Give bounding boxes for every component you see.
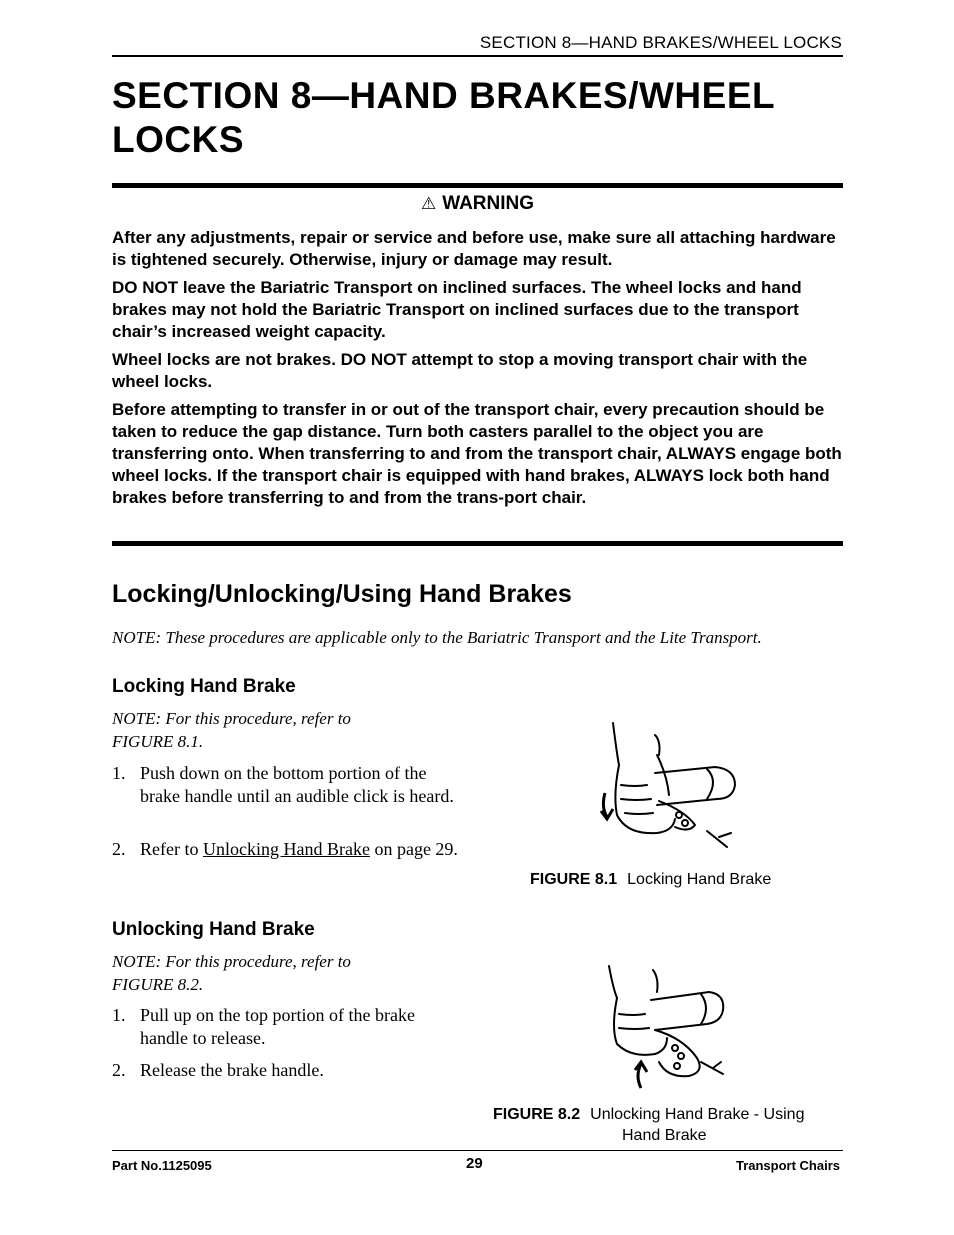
footer-product: Transport Chairs xyxy=(735,1158,840,1173)
warning-heading xyxy=(112,193,843,215)
warning-paragraph: After any adjustments, repair or service and before use, make sure all attaching hardware is tightened securely. Otherwise, injury or damage may result. xyxy=(112,228,836,269)
locking-step-2 xyxy=(112,838,462,888)
warning-paragraph: Before attempting to transfer in or out of the transport chair, every precaution should be taken to reduce the gap distance. Turn both casters parallel to the object you are transferring onto. When transferring to and from the transport chair, ALWAYS engage both wheel locks. If the transport chair is equipped with hand brakes, ALWAYS lock both hand brakes before transferring to and from the trans-port chair. xyxy=(112,400,842,507)
figure-8-2-caption xyxy=(493,1104,804,1125)
locking-heading: Locking Hand Brake xyxy=(112,676,296,697)
page-number: 29 xyxy=(466,1155,483,1172)
warning-paragraph: Wheel locks are not brakes. DO NOT attempt to stop a moving transport chair with the wheel locks. xyxy=(112,350,808,391)
step-number: 2. xyxy=(112,1060,126,1080)
page-title: SECTION 8—HAND BRAKES/WHEEL LOCKS xyxy=(112,75,775,160)
warning-top-rule xyxy=(112,183,843,188)
warning-bottom-rule xyxy=(112,541,843,546)
warning-paragraph: DO NOT leave the Bariatric Transport on inclined surfaces. The wheel locks and hand brakes may not hold the Bariatric Transport on inclined surfaces due to the transport chair’s increased weight capacity. xyxy=(112,278,802,341)
warning-heading-text: WARNING xyxy=(442,193,535,214)
figure-label: FIGURE 8.1 xyxy=(530,871,618,888)
step-text: Refer to Unlocking Hand Brake on page 29. xyxy=(140,839,458,859)
figure-8-1-caption xyxy=(530,869,771,890)
running-head: SECTION 8—HAND BRAKES/WHEEL LOCKS xyxy=(479,33,842,52)
step-text: Release the brake handle. xyxy=(140,1060,324,1080)
locking-note: NOTE: For this procedure, refer to FIGURE 8.1. xyxy=(112,709,351,751)
step-number: 1. xyxy=(112,763,126,783)
unlocking-note: NOTE: For this procedure, refer to FIGURE 8.2. xyxy=(112,952,351,994)
unlocking-step-2 xyxy=(112,1059,462,1084)
figure-8-2-unlocking-hand-brake-illustration xyxy=(597,958,737,1098)
step-text: Pull up on the top portion of the brake handle to release. xyxy=(140,1005,415,1048)
footer-part-number: Part No.1125095 xyxy=(112,1158,212,1173)
locking-step-1 xyxy=(112,762,462,832)
figure-label: FIGURE 8.2 xyxy=(493,1106,581,1123)
step-number: 1. xyxy=(112,1005,126,1025)
figure-caption-text: Locking Hand Brake xyxy=(627,871,772,888)
section-note: NOTE: These procedures are applicable only to the Bariatric Transport and the Lite Transport. xyxy=(112,628,762,647)
header-rule xyxy=(112,55,843,57)
unlocking-step-1 xyxy=(112,1004,462,1054)
section-heading: Locking/Unlocking/Using Hand Brakes xyxy=(112,580,572,608)
footer-rule xyxy=(112,1150,843,1151)
figure-8-2-caption-line-2: Hand Brake xyxy=(622,1127,707,1144)
warning-triangle-icon: ⚠ xyxy=(420,194,437,213)
figure-8-1-locking-hand-brake-illustration xyxy=(595,715,745,855)
step-text: Push down on the bottom portion of the brake handle until an audible click is heard. xyxy=(140,763,454,806)
unlocking-hand-brake-link[interactable]: Unlocking Hand Brake xyxy=(202,839,370,859)
step-number: 2. xyxy=(112,839,126,859)
figure-caption-text: Unlocking Hand Brake - Using xyxy=(590,1106,805,1123)
unlocking-heading: Unlocking Hand Brake xyxy=(112,919,315,940)
